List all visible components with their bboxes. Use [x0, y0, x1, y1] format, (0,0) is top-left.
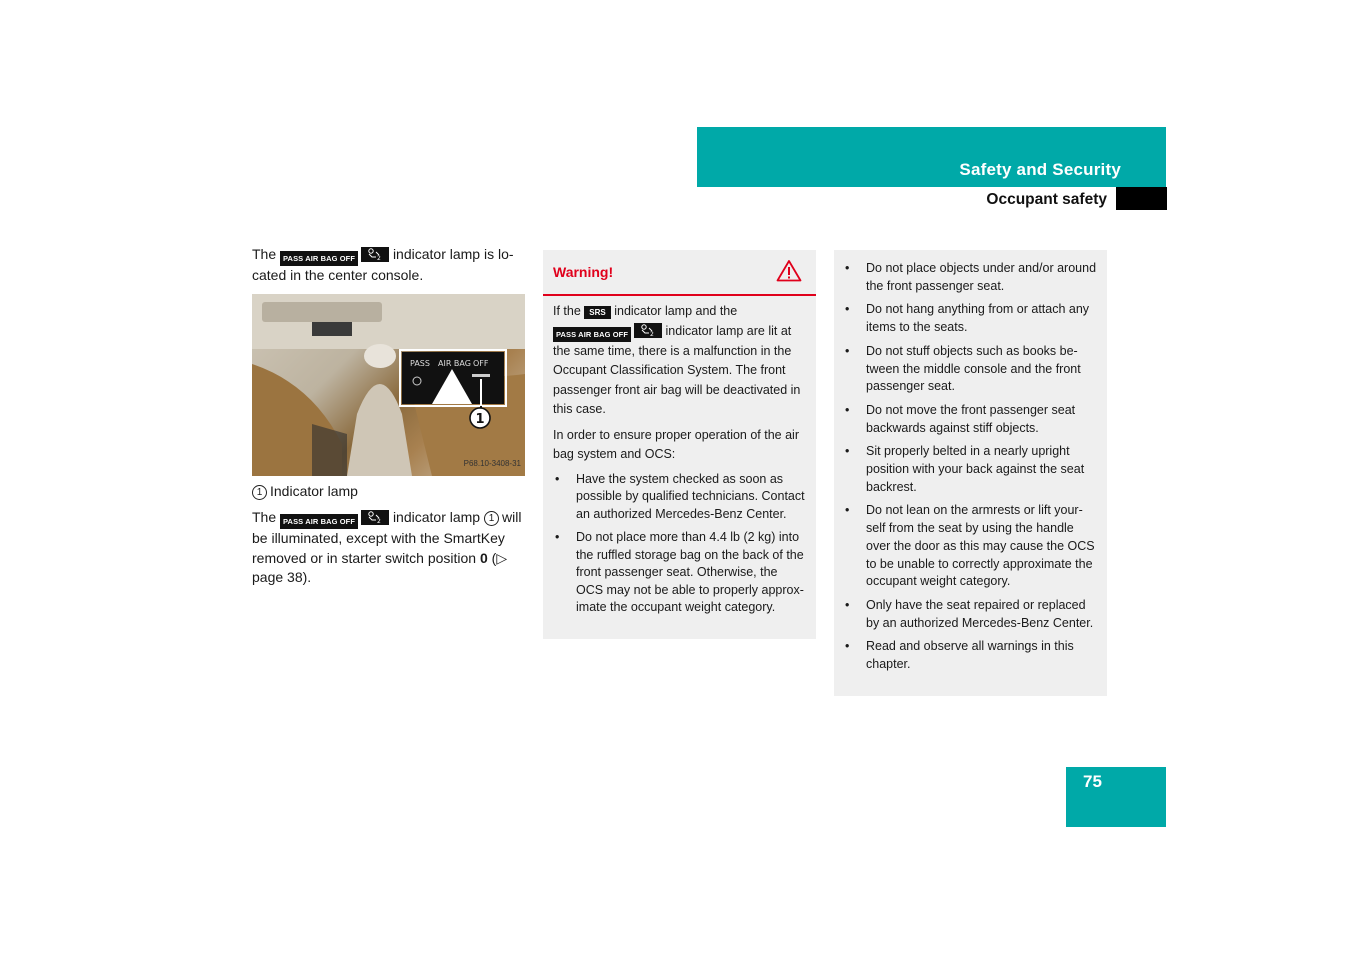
photo-reference: P68.10-3408-31 — [463, 459, 521, 468]
list-item: • Do not place more than 4.4 lb (2 kg) into the ruffled storage bag on the back of the front passenger seat. Otherwise, the OCS may not be able to properly approx-imate the occupant weight category. — [553, 529, 808, 617]
page-reference-link[interactable]: (▷ page 38). — [252, 549, 508, 585]
callout-number: 1 — [252, 485, 267, 500]
svg-text:2: 2 — [377, 255, 381, 261]
warning-title: Warning! — [553, 264, 614, 280]
list-item: • Do not move the front passenger seat backwards against stiff objects. — [843, 402, 1099, 437]
photo-label-off: OFF — [473, 358, 489, 368]
center-console-photo — [252, 294, 525, 476]
svg-text:2: 2 — [377, 518, 381, 524]
warning-body — [543, 296, 816, 617]
srs-icon: SRS — [584, 306, 610, 319]
list-item: • Do not lean on the armrests or lift your-self from the seat by using the handle over the door as this may cause the OCS to be unable to correctly approximate the occupant weight category. — [843, 502, 1099, 591]
pass-air-bag-off-icon: PASS AIR BAG OFF — [553, 327, 631, 342]
pass-air-bag-off-icon: PASS AIR BAG OFF — [280, 514, 358, 529]
warning-triangle-icon — [776, 259, 802, 287]
intro-paragraph: The PASS AIR BAG OFF 2 indicator lamp is lo-cated in the center console. — [252, 246, 514, 283]
pass-air-bag-off-icon: PASS AIR BAG OFF — [280, 251, 358, 266]
precautions-box — [834, 250, 1107, 696]
starter-position: 0 — [479, 549, 488, 566]
child-seat-icon — [361, 247, 389, 262]
svg-text:2: 2 — [650, 330, 654, 337]
list-item: • Sit properly belted in a nearly upright position with your back against the seat backrest. — [843, 443, 1099, 496]
precautions-list — [834, 250, 1107, 674]
child-seat-icon — [634, 323, 662, 338]
warning-header — [543, 250, 816, 296]
list-item: • Do not stuff objects such as books be-tween the middle console and the front passenger seat. — [843, 343, 1099, 396]
warning-box — [543, 250, 816, 639]
illumination-paragraph: The PASS AIR BAG OFF 2 indicator lamp 1 will be illuminated, except with the SmartKey removed or in starter switch position 0 (▷ page 38). — [252, 509, 522, 585]
warning-bullet-list — [553, 471, 808, 617]
list-item: • Do not place objects under and/or around the front passenger seat. — [843, 260, 1099, 295]
warning-paragraph-ensure: In order to ensure proper operation of the air bag system and OCS: — [553, 427, 799, 461]
section-title: Safety and Security — [959, 160, 1121, 179]
page-number: 75 — [1083, 772, 1102, 791]
page-number-box — [1066, 767, 1166, 827]
list-item: • Only have the seat repaired or replaced by an authorized Mercedes-Benz Center. — [843, 597, 1099, 632]
list-item: • Read and observe all warnings in this chapter. — [843, 638, 1099, 673]
list-item: • Have the system checked as soon as possible by qualified technicians. Contact an authorized Mercedes-Benz Center. — [553, 471, 808, 524]
photo-callout-number: 1 — [475, 411, 485, 427]
photo-caption: 1 Indicator lamp — [252, 482, 526, 502]
header-band — [697, 127, 1166, 187]
left-column — [252, 245, 526, 588]
section-tab-marker — [1116, 187, 1167, 210]
photo-label-pass: PASS — [410, 358, 430, 368]
callout-number: 1 — [484, 511, 499, 526]
child-seat-icon — [361, 510, 389, 525]
warning-paragraph-malfunction: If the SRS indicator lamp and the PASS AIR BAG OFF 2 indicator lamp are lit at the same time, there is a malfunction in the Occupant Classification System. The front passenger front air bag will be deactivated in this case. — [553, 304, 801, 416]
photo-label-airbag: AIR BAG — [438, 358, 471, 368]
list-item: • Do not hang anything from or attach any items to the seats. — [843, 301, 1099, 336]
subsection-title: Occupant safety — [986, 191, 1107, 208]
